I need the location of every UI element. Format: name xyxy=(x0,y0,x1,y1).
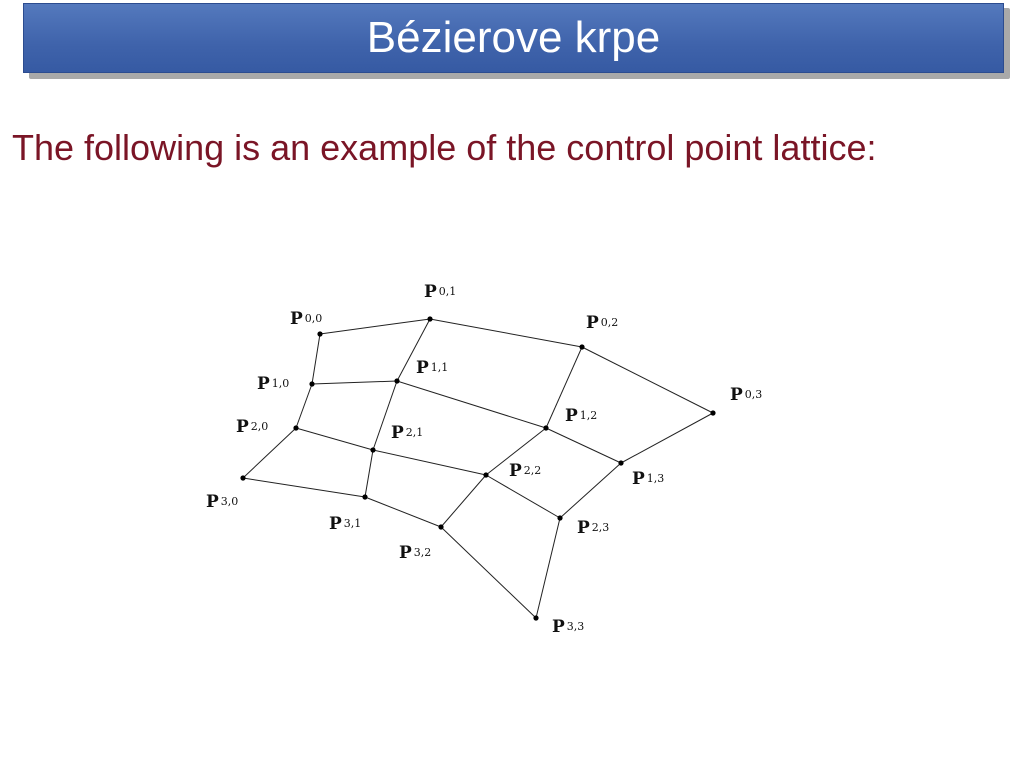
lattice-edge-p13-p23 xyxy=(560,463,621,518)
lattice-edge-p10-p20 xyxy=(296,384,312,428)
control-point-label-p31: P 3,1 xyxy=(329,514,362,534)
lattice-edge-p23-p33 xyxy=(536,518,560,618)
control-point-p23 xyxy=(557,515,562,520)
control-point-p32 xyxy=(438,524,443,529)
lattice-edge-p12-p13 xyxy=(546,428,621,463)
control-point-p22 xyxy=(483,472,488,477)
lattice-edge-p22-p32 xyxy=(441,475,486,527)
control-point-label-p11: P 1,1 xyxy=(416,358,449,378)
control-point-label-p23: P 2,3 xyxy=(577,518,610,538)
control-point-label-p00: P 0,0 xyxy=(290,309,323,329)
lattice-edge-p32-p33 xyxy=(441,527,536,618)
control-point-p31 xyxy=(362,494,367,499)
control-point-label-p32: P 3,2 xyxy=(399,543,432,563)
lattice-edge-p21-p22 xyxy=(373,450,486,475)
control-point-label-p20: P 2,0 xyxy=(236,417,269,437)
control-point-label-p30: P 3,0 xyxy=(206,492,239,512)
slide-title: Bézierove krpe xyxy=(366,13,661,62)
lattice-edge-p01-p02 xyxy=(430,319,582,347)
control-point-label-p22: P 2,2 xyxy=(509,461,542,481)
control-point-label-p13: P 1,3 xyxy=(632,469,665,489)
control-point-p11 xyxy=(394,378,399,383)
slide-subtitle: The following is an example of the control point lattice: xyxy=(12,127,877,168)
control-point-p20 xyxy=(293,425,298,430)
lattice-edge-p00-p10 xyxy=(312,334,320,384)
control-point-label-p10: P 1,0 xyxy=(257,374,290,394)
control-point-p12 xyxy=(543,425,548,430)
lattice-edge-p21-p31 xyxy=(365,450,373,497)
lattice-edge-p10-p11 xyxy=(312,381,397,384)
control-point-p30 xyxy=(240,475,245,480)
lattice-labels xyxy=(206,282,762,637)
control-point-p10 xyxy=(309,381,314,386)
lattice-edge-p11-p12 xyxy=(397,381,546,428)
control-point-p13 xyxy=(618,460,623,465)
control-point-label-p33: P 3,3 xyxy=(552,617,585,637)
lattice-edge-p20-p21 xyxy=(296,428,373,450)
control-point-p03 xyxy=(710,410,715,415)
lattice-edge-p30-p31 xyxy=(243,478,365,497)
lattice-edge-p31-p32 xyxy=(365,497,441,527)
control-point-p21 xyxy=(370,447,375,452)
control-point-label-p21: P 2,1 xyxy=(391,423,424,443)
control-point-p01 xyxy=(427,316,432,321)
lattice-edge-p00-p01 xyxy=(320,319,430,334)
lattice-edge-p22-p23 xyxy=(486,475,560,518)
lattice-edge-p20-p30 xyxy=(243,428,296,478)
lattice-edge-p02-p03 xyxy=(582,347,713,413)
control-point-label-p02: P 0,2 xyxy=(586,313,619,333)
control-point-label-p03: P 0,3 xyxy=(730,385,763,405)
control-point-p02 xyxy=(579,344,584,349)
control-point-label-p12: P 1,2 xyxy=(565,406,598,426)
control-point-p33 xyxy=(533,615,538,620)
lattice-edge-p03-p13 xyxy=(621,413,713,463)
control-point-p00 xyxy=(317,331,322,336)
control-point-label-p01: P 0,1 xyxy=(424,282,457,302)
